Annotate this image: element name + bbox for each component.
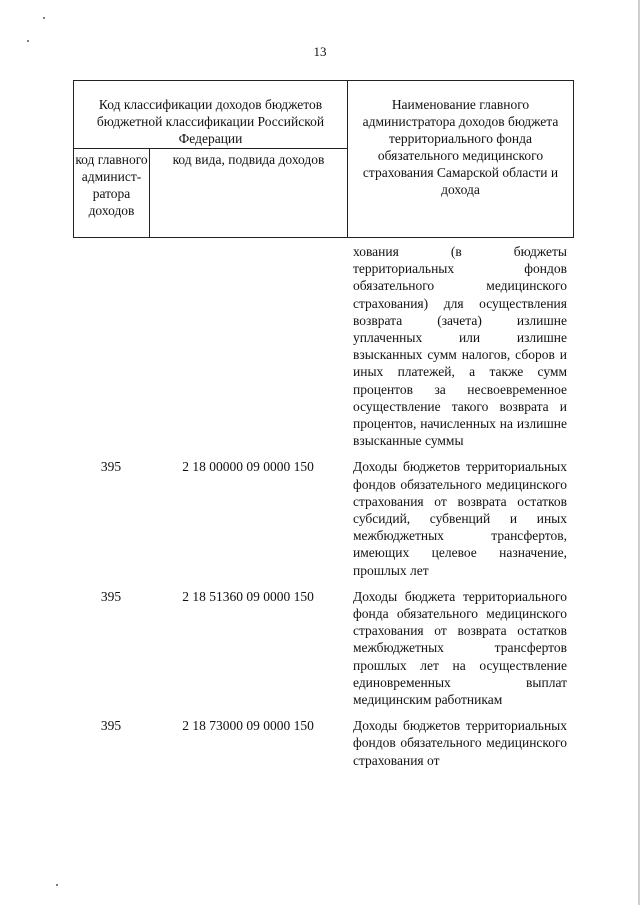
table-row xyxy=(73,458,573,587)
row-description-text: Доходы бюджетов территориальных фондов обязательного медицинского страхования от возврата остатков субсидий, субвенций и иных межбюджетных трансфертов, имеющих целевое назначение, прошлых лет xyxy=(353,459,567,578)
row-admin-code: 395 xyxy=(100,588,122,604)
row-income-code xyxy=(149,243,347,458)
row-admin-code: 395 xyxy=(100,459,122,475)
row-description-text: Доходы бюджета территориального фонда обязательного медицинского страхования от возврата остатков межбюджетных трансфертов прошлых лет на осуществление единовременных выплат медицинским работникам xyxy=(353,588,567,708)
header-code-admin: код главного админист-ратора доходов xyxy=(74,149,150,238)
scan-speck xyxy=(27,40,29,42)
header-code-classification: Код классификации доходов бюджетов бюджетной классификации Российской Федерации xyxy=(74,81,348,149)
table-row xyxy=(73,717,573,778)
table-row xyxy=(73,243,573,458)
row-income-code: 2 18 00000 09 0000 150 xyxy=(182,459,314,475)
row-description-text: Доходы бюджетов территориальных фондов обязательного медицинского страхования от xyxy=(353,718,567,768)
header-code-type: код вида, подвида доходов xyxy=(150,149,348,238)
page-number: 13 xyxy=(313,44,327,59)
row-admin-code: 395 xyxy=(100,718,122,734)
row-description xyxy=(347,458,573,587)
scan-speck xyxy=(56,884,58,886)
table-body xyxy=(73,243,573,778)
row-income-code: 2 18 51360 09 0000 150 xyxy=(182,588,314,604)
row-description xyxy=(347,588,573,717)
row-admin-code xyxy=(73,243,149,458)
row-description xyxy=(347,717,573,778)
scan-speck xyxy=(43,17,45,19)
row-description xyxy=(347,243,573,458)
row-income-code: 2 18 73000 09 0000 150 xyxy=(182,718,314,734)
table-header xyxy=(73,80,574,238)
row-description-text: хования (в бюджеты территориальных фондов обязательного медицинского страхования) для осуществления возврата (зачета) излишне уплаченных или излишне взысканных сумм налогов, сборов и иных платежей, а также сумм процентов за несвоевременное осуществление такого возврата и процентов, начисленных на излишне взысканные суммы xyxy=(353,244,567,449)
header-name: Наименование главного администратора доходов бюджета территориального фонда обязательного медицинского страхования Самарской области и дохода xyxy=(348,81,574,238)
table-row xyxy=(73,588,573,717)
